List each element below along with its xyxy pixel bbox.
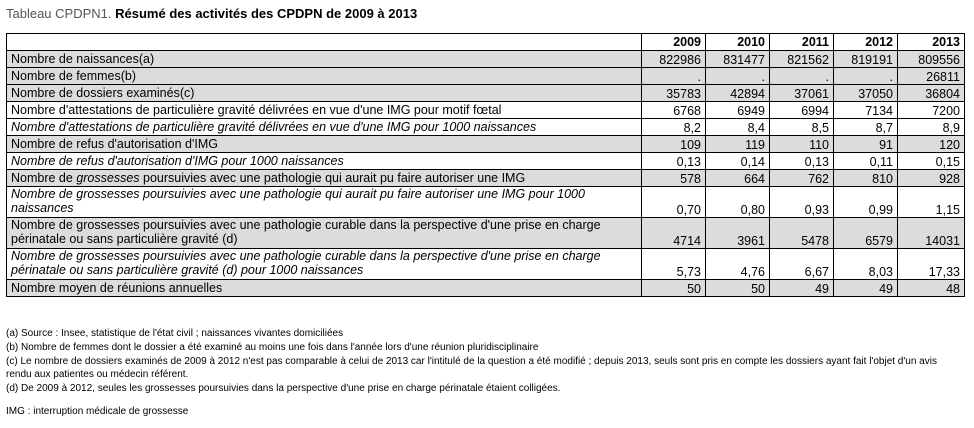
cell-value: 1,15	[898, 187, 965, 218]
cell-value: 119	[706, 136, 770, 153]
cell-value: 5478	[770, 218, 834, 249]
row-label: Nombre de femmes(b)	[7, 68, 642, 85]
cell-value: 8,03	[834, 249, 898, 280]
row-label: Nombre de refus d'autorisation d'IMG	[7, 136, 642, 153]
row-label: Nombre de dossiers examinés(c)	[7, 85, 642, 102]
cell-value: 5,73	[642, 249, 706, 280]
cell-value: 0,15	[898, 153, 965, 170]
cell-value: 0,99	[834, 187, 898, 218]
cell-value: 36804	[898, 85, 965, 102]
cell-value: 831477	[706, 51, 770, 68]
cell-value: 49	[770, 280, 834, 297]
row-label-part: Nombre de	[11, 171, 77, 185]
table-row	[7, 68, 965, 85]
cell-value: 6994	[770, 102, 834, 119]
cell-value: 0,13	[642, 153, 706, 170]
row-label-emphasis: grossesses	[76, 171, 140, 185]
row-label: Nombre de grossesses poursuivies avec une pathologie curable dans la perspective d'une prise en charge périnatale ou sans particulière gravité (d) pour 1000 naissances	[7, 249, 642, 280]
table-row	[7, 187, 965, 218]
cell-value: 0,93	[770, 187, 834, 218]
cell-value: .	[834, 68, 898, 85]
cell-value: .	[642, 68, 706, 85]
table-title	[6, 6, 417, 21]
cell-value: 37050	[834, 85, 898, 102]
table-row	[7, 51, 965, 68]
cell-value: 0,11	[834, 153, 898, 170]
cell-value: 8,5	[770, 119, 834, 136]
cell-value: 35783	[642, 85, 706, 102]
table-caption: Résumé des activités des CPDPN de 2009 à 2013	[115, 6, 418, 21]
cell-value: .	[770, 68, 834, 85]
year-header: 2011	[770, 34, 834, 51]
year-header: 2012	[834, 34, 898, 51]
table-row	[7, 85, 965, 102]
cell-value: 37061	[770, 85, 834, 102]
row-label-part: poursuivies avec une pathologie qui aurait pu faire autoriser une IMG	[139, 171, 526, 185]
row-label: Nombre de grossesses poursuivies avec une pathologie qui aurait pu faire autoriser une IMG pour 1000 naissances	[7, 187, 642, 218]
row-label: Nombre d'attestations de particulière gravité délivrées en vue d'une IMG pour 1000 naissances	[7, 119, 642, 136]
cell-value: 48	[898, 280, 965, 297]
cell-value: .	[706, 68, 770, 85]
cell-value: 0,80	[706, 187, 770, 218]
row-label: Nombre de refus d'autorisation d'IMG pour 1000 naissances	[7, 153, 642, 170]
table-row	[7, 280, 965, 297]
year-header: 2013	[898, 34, 965, 51]
row-label: Nombre d'attestations de particulière gravité délivrées en vue d'une IMG pour motif fœtal	[7, 102, 642, 119]
cell-value: 6949	[706, 102, 770, 119]
cell-value: 0,13	[770, 153, 834, 170]
row-label	[7, 170, 642, 187]
cell-value: 8,2	[642, 119, 706, 136]
cell-value: 7134	[834, 102, 898, 119]
cell-value: 110	[770, 136, 834, 153]
cell-value: 7200	[898, 102, 965, 119]
cell-value: 8,4	[706, 119, 770, 136]
cell-value: 664	[706, 170, 770, 187]
cell-value: 762	[770, 170, 834, 187]
cell-value: 809556	[898, 51, 965, 68]
cell-value: 6579	[834, 218, 898, 249]
cell-value: 819191	[834, 51, 898, 68]
cell-value: 50	[642, 280, 706, 297]
cell-value: 0,70	[642, 187, 706, 218]
cell-value: 810	[834, 170, 898, 187]
table-number: Tableau CPDPN1.	[6, 6, 112, 21]
cell-value: 8,9	[898, 119, 965, 136]
cell-value: 578	[642, 170, 706, 187]
cell-value: 928	[898, 170, 965, 187]
table-row	[7, 218, 965, 249]
cell-value: 821562	[770, 51, 834, 68]
table-row	[7, 249, 965, 280]
table-row	[7, 170, 965, 187]
cell-value: 4,76	[706, 249, 770, 280]
cell-value: 17,33	[898, 249, 965, 280]
footnote-a: (a) Source : Insee, statistique de l'état civil ; naissances vivantes domiciliées	[6, 328, 344, 339]
cell-value: 26811	[898, 68, 965, 85]
row-label: Nombre de naissances(a)	[7, 51, 642, 68]
cell-value: 42894	[706, 85, 770, 102]
cell-value: 6768	[642, 102, 706, 119]
cell-value: 822986	[642, 51, 706, 68]
row-label: Nombre de grossesses poursuivies avec une pathologie curable dans la perspective d'une prise en charge périnatale ou sans particulière gravité (d)	[7, 218, 642, 249]
cell-value: 4714	[642, 218, 706, 249]
cell-value: 109	[642, 136, 706, 153]
table-row	[7, 102, 965, 119]
footnote-b: (b) Nombre de femmes dont le dossier a été examiné au moins une fois dans l'année lors d'une réunion pluridisciplinaire	[6, 342, 539, 353]
cell-value: 6,67	[770, 249, 834, 280]
table-row	[7, 119, 965, 136]
footnote-img: IMG : interruption médicale de grossesse	[6, 406, 189, 417]
year-header: 2010	[706, 34, 770, 51]
cell-value: 14031	[898, 218, 965, 249]
table-row	[7, 136, 965, 153]
cell-value: 120	[898, 136, 965, 153]
footnote-c: (c) Le nombre de dossiers examinés de 2009 à 2012 n'est pas comparable à celui de 2013 car l'intitulé de la question a été modifié ; depuis 2013, seuls sont pris en compte les dossiers ayant fait l'objet d'un avis rendu aux patientes ou médecin référent.	[6, 356, 937, 380]
table-row	[7, 153, 965, 170]
year-header: 2009	[642, 34, 706, 51]
activity-table	[6, 33, 965, 297]
header-empty-cell	[7, 34, 642, 51]
header-row	[7, 34, 965, 51]
cell-value: 3961	[706, 218, 770, 249]
cell-value: 0,14	[706, 153, 770, 170]
cell-value: 91	[834, 136, 898, 153]
footnote-d: (d) De 2009 à 2012, seules les grossesses poursuivies dans la perspective d'une prise en charge périnatale étaient colligées.	[6, 383, 561, 394]
cell-value: 50	[706, 280, 770, 297]
cell-value: 8,7	[834, 119, 898, 136]
cell-value: 49	[834, 280, 898, 297]
row-label: Nombre moyen de réunions annuelles	[7, 280, 642, 297]
